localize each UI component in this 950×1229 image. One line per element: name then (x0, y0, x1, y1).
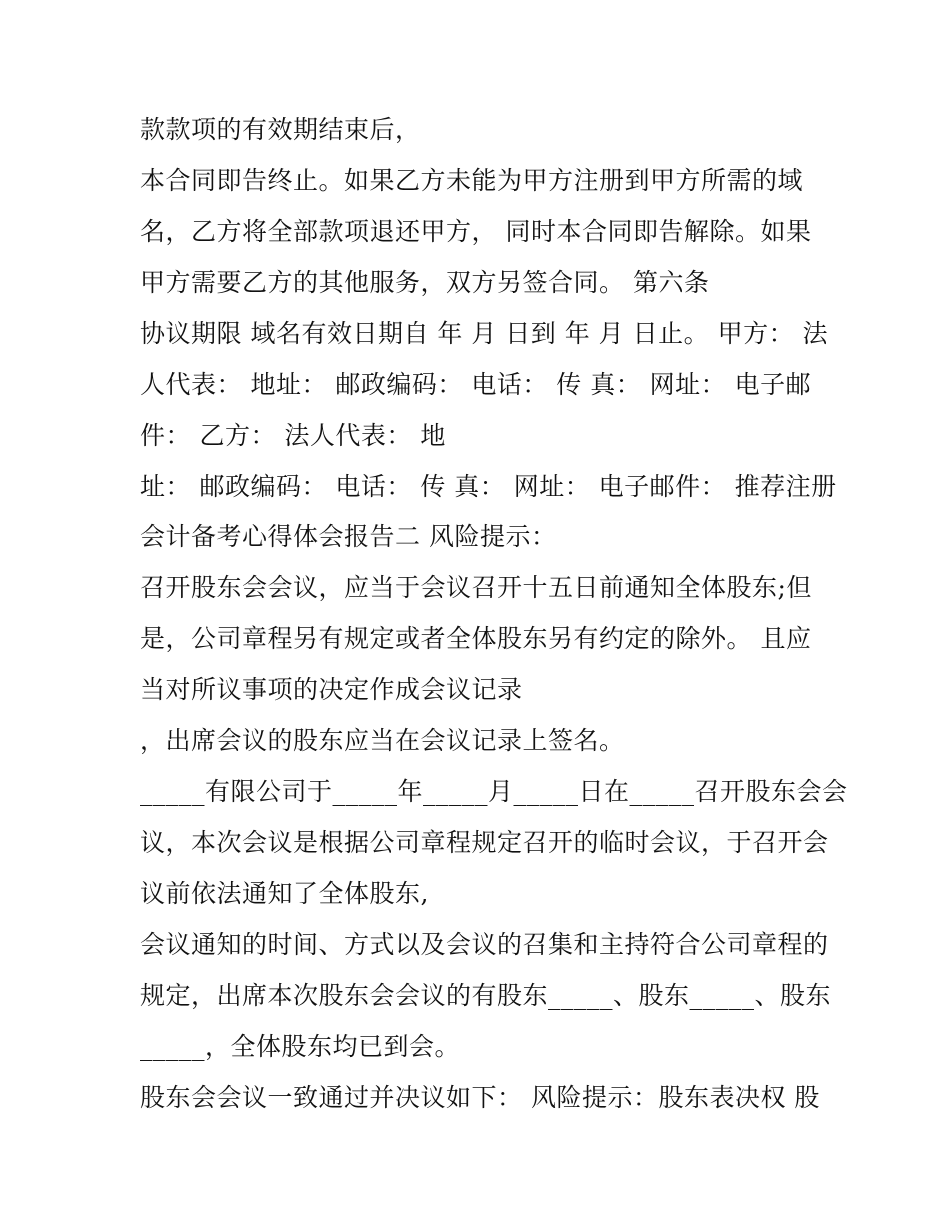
text-line: 本合同即告终止。如果乙方未能为甲方注册到甲方所需的域 (140, 166, 804, 195)
text-line: 址： 邮政编码： 电话： 传 真： 网址： 电子邮件： 推荐注册 (140, 472, 837, 501)
text-line: 规定，出席本次股东会会议的有股东_____、股东_____、股东 (140, 981, 832, 1010)
text-line: _____，全体股东均已到会。 (140, 1032, 461, 1061)
text-line: _____有限公司于_____年_____月_____日在_____召开股东会会 (140, 777, 848, 806)
text-line: 人代表： 地址： 邮政编码： 电话： 传 真： 网址： 电子邮 (140, 370, 812, 399)
text-line: 是，公司章程另有规定或者全体股东另有约定的除外。 且应 (140, 624, 812, 653)
text-line: 协议期限 域名有效日期自 年 月 日到 年 月 日止。 甲方： 法 (140, 319, 829, 348)
text-line: 股东会会议一致通过并决议如下： 风险提示：股东表决权 股 (140, 1083, 820, 1112)
text-line: 议，本次会议是根据公司章程规定召开的临时会议，于召开会 (140, 828, 829, 857)
text-line: 会计备考心得体会报告二 风险提示： (140, 522, 557, 551)
text-line: 甲方需要乙方的其他服务，双方另签合同。 第六条 (140, 268, 710, 297)
text-line: 件： 乙方： 法人代表： 地 (140, 421, 446, 450)
text-line: 会议通知的时间、方式以及会议的召集和主持符合公司章程的 (140, 930, 829, 959)
text-line: 召开股东会会议，应当于会议召开十五日前通知全体股东;但 (140, 573, 812, 602)
text-line: 当对所议事项的决定作成会议记录 (140, 675, 523, 704)
text-line: ，出席会议的股东应当在会议记录上签名。 (140, 726, 625, 755)
text-line: 名，乙方将全部款项退还甲方， 同时本合同即告解除。如果 (140, 217, 812, 246)
text-line: 议前依法通知了全体股东, (140, 879, 429, 908)
text-line: 款款项的有效期结束后， (140, 115, 421, 144)
